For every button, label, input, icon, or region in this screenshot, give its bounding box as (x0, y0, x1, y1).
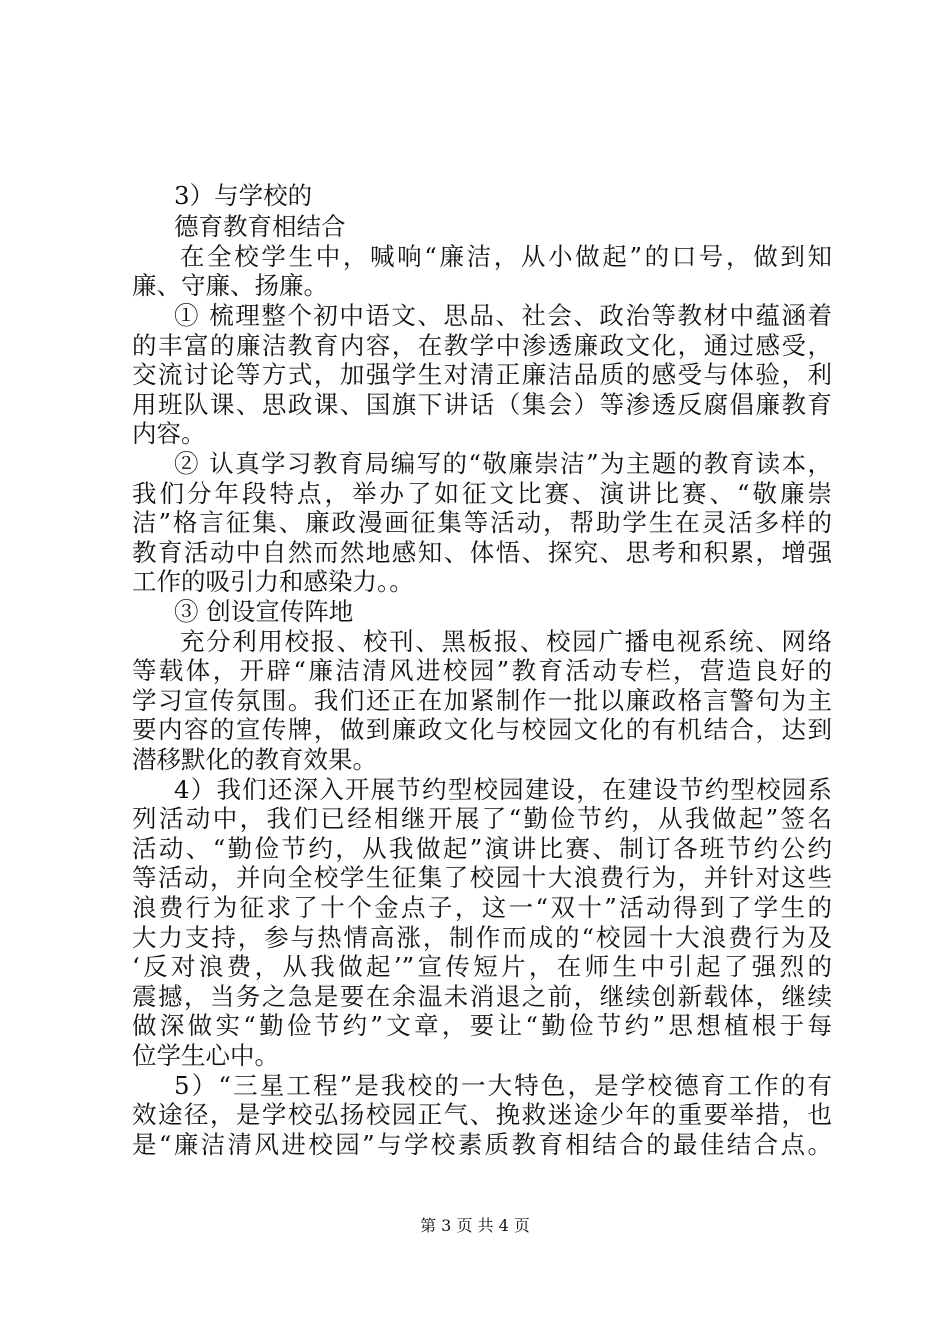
text-line: 列活动中，我们已经相继开展了“勤俭节约，从我做起”签名 (132, 804, 832, 833)
text-line: ① 梳理整个初中语文、思品、社会、政治等教材中蕴涵着 (174, 301, 832, 330)
text-line: 5）“三星工程”是我校的一大特色，是学校德育工作的有 (174, 1071, 832, 1100)
text-line: ③ 创设宣传阵地 (174, 597, 354, 626)
text-line: 学习宣传氛围。我们还正在加紧制作一批以廉政格言警句为主 (132, 686, 832, 715)
text-line: 我们分年段特点，举办了如征文比赛、演讲比赛、“敬廉崇 (132, 479, 832, 508)
text-line: 浪费行为征求了十个金点子，这一“双十”活动得到了学生的 (132, 893, 832, 922)
text-line: 廉、守廉、扬廉。 (132, 271, 328, 300)
text-line: 做深做实“勤俭节约”文章，要让“勤俭节约”思想植根于每 (132, 1011, 832, 1040)
text-line: 位学生心中。 (132, 1041, 279, 1070)
text-line: 等活动，并向全校学生征集了校园十大浪费行为，并针对这些 (132, 863, 832, 892)
text-line: 用班队课、思政课、国旗下讲话（集会）等渗透反腐倡廉教育 (132, 390, 832, 419)
text-line: 工作的吸引力和感染力。。 (132, 567, 414, 596)
text-line: 德育教育相结合 (174, 212, 346, 241)
text-line: 效途径，是学校弘扬校园正气、挽救迷途少年的重要举措，也 (132, 1100, 832, 1129)
text-line: ‘反对浪费，从我做起’”宣传短片，在师生中引起了强烈的 (132, 952, 832, 981)
text-line: 震撼，当务之急是要在余温未消退之前，继续创新载体，继续 (132, 982, 832, 1011)
text-line: 潜移默化的教育效果。 (132, 745, 377, 774)
text-line: 交流讨论等方式，加强学生对清正廉洁品质的感受与体验，利 (132, 360, 832, 389)
text-line: 3）与学校的 (174, 181, 313, 210)
text-line: 4）我们还深入开展节约型校园建设，在建设节约型校园系 (174, 775, 832, 804)
text-line: ② 认真学习教育局编写的“敬廉崇洁”为主题的教育读本， (174, 449, 832, 478)
text-line: 洁”格言征集、廉政漫画征集等活动，帮助学生在灵活多样的 (132, 508, 832, 537)
text-line: 要内容的宣传牌，做到廉政文化与校园文化的有机结合，达到 (132, 715, 832, 744)
text-line: 在全校学生中，喊响“廉洁，从小做起”的口号，做到知 (180, 242, 832, 271)
text-line: 教育活动中自然而然地感知、体悟、探究、思考和积累，增强 (132, 538, 832, 567)
page-number-footer: 第 3 页 共 4 页 (420, 1216, 530, 1235)
text-line: 的丰富的廉洁教育内容，在教学中渗透廉政文化，通过感受， (132, 331, 832, 360)
text-line: 是“廉洁清风进校园”与学校素质教育相结合的最佳结合点。 (132, 1130, 832, 1159)
text-line: 内容。 (132, 419, 206, 448)
text-line: 大力支持，参与热情高涨，制作而成的“校园十大浪费行为及 (132, 923, 832, 952)
text-line: 等载体，开辟“廉洁清风进校园”教育活动专栏，营造良好的 (132, 656, 832, 685)
text-line: 充分利用校报、校刊、黑板报、校园广播电视系统、网络 (180, 627, 832, 656)
text-line: 活动、“勤俭节约，从我做起”演讲比赛、制订各班节约公约 (132, 834, 832, 863)
